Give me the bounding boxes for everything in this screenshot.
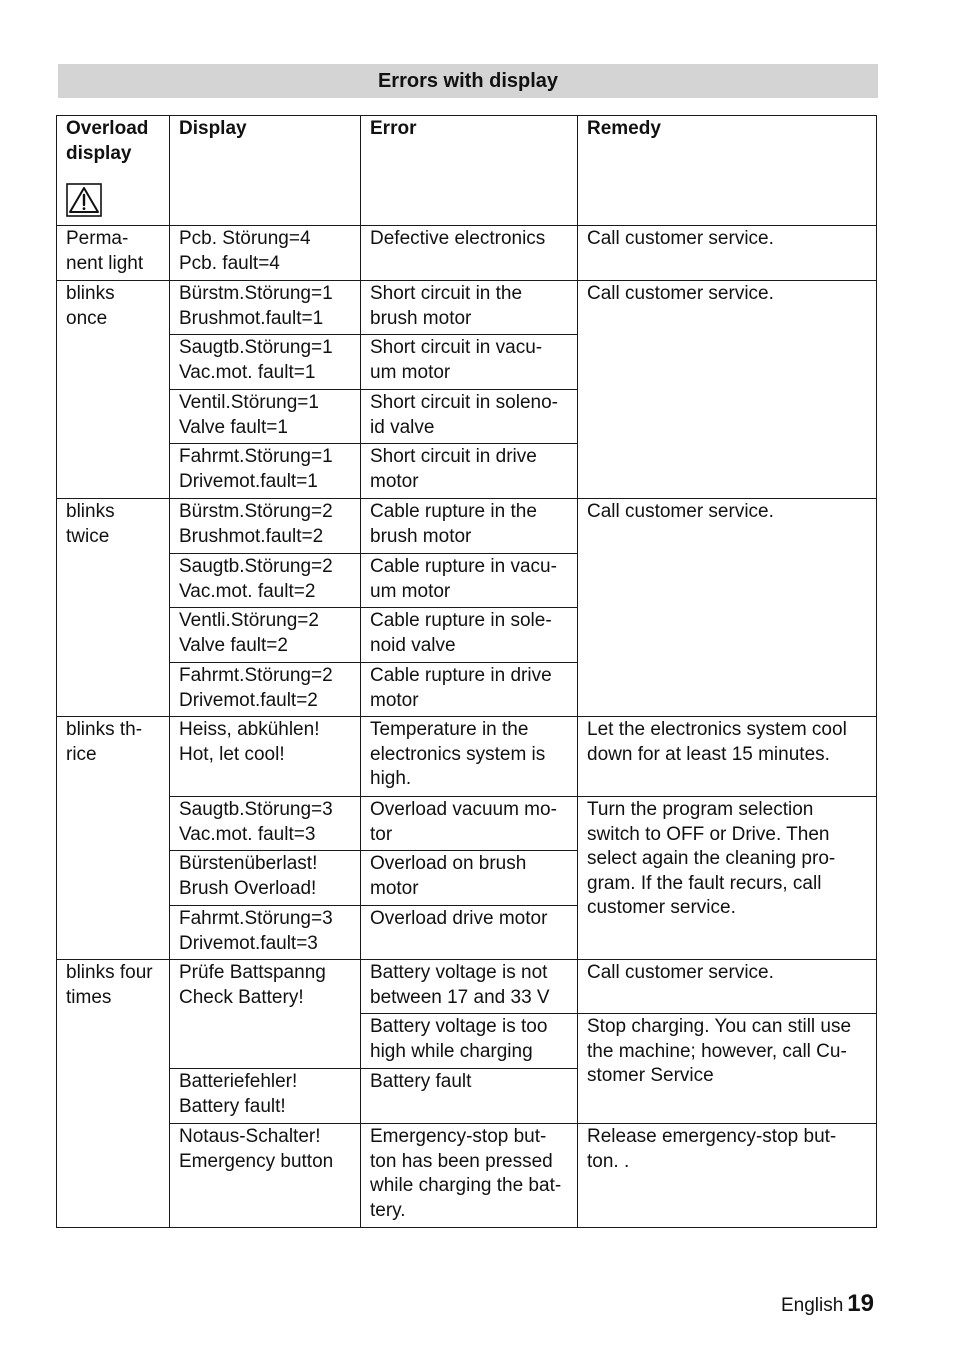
overload-display-cell: [57, 281, 170, 499]
cell-text-line: Brushmot.fault=2: [179, 525, 324, 547]
cell-text-line: Fahrmt.Störung=1: [179, 446, 333, 467]
cell-text-line: switch to OFF or Drive. Then: [587, 823, 830, 845]
cell-text-line: nent light: [66, 252, 144, 274]
display-cell: [170, 226, 361, 281]
cell-text-line: Cable rupture in vacu-: [370, 556, 557, 577]
overload-display-cell: [57, 226, 170, 281]
cell-text-line: Cable rupture in sole-: [370, 610, 552, 631]
cell-text-line: Saugtb.Störung=2: [179, 556, 333, 577]
remedy-cell: [578, 960, 877, 1014]
table-row: [57, 797, 877, 851]
cell-text-line: blinks four: [66, 962, 153, 983]
overload-display-cell: [57, 717, 170, 960]
display-cell: [170, 960, 361, 1069]
error-cell: [361, 663, 578, 717]
cell-text-line: Ventli.Störung=2: [179, 610, 319, 631]
cell-text-line: select again the cleaning pro-: [587, 848, 836, 869]
cell-text-line: high.: [370, 768, 412, 789]
table-row: [57, 499, 877, 554]
cell-text-line: Overload vacuum mo-: [370, 799, 557, 820]
error-cell: [361, 797, 578, 851]
cell-text-line: motor: [370, 470, 419, 492]
cell-text-line: high while charging: [370, 1040, 533, 1062]
error-cell: [361, 226, 578, 281]
error-cell: [361, 717, 578, 797]
section-title: Errors with display: [377, 69, 559, 92]
overload-display-cell: [57, 499, 170, 717]
cell-text-line: twice: [66, 525, 110, 547]
cell-text-line: gram. If the fault recurs, call: [587, 872, 822, 894]
cell-text-line: Saugtb.Störung=3: [179, 799, 333, 820]
overload-display-cell: [57, 960, 170, 1228]
cell-text-line: Short circuit in vacu-: [370, 337, 543, 358]
remedy-cell: [578, 717, 877, 797]
error-cell: [361, 335, 578, 390]
display-cell: [170, 335, 361, 390]
cell-text-line: between 17 and 33 V: [370, 986, 550, 1008]
table-row: [57, 1124, 877, 1228]
cell-text-line: motor: [370, 689, 419, 711]
cell-text-line: Vac.mot. fault=1: [179, 361, 316, 383]
cell-text-line: blinks th-: [66, 719, 143, 740]
cell-text-line: tor: [370, 823, 393, 845]
cell-text-line: while charging the bat-: [370, 1175, 562, 1196]
cell-text-line: Defective electronics: [370, 228, 546, 249]
cell-text-line: Cable rupture in the: [370, 501, 537, 522]
cell-text-line: Call customer service.: [587, 228, 774, 249]
cell-text-line: stomer Service: [587, 1065, 714, 1086]
display-cell: [170, 717, 361, 797]
cell-text-line: Drivemot.fault=3: [179, 932, 318, 954]
errors-table: [56, 115, 877, 1228]
display-cell: [170, 663, 361, 717]
remedy-cell: [578, 281, 877, 499]
page-number: 19: [847, 1290, 874, 1317]
error-cell: [361, 390, 578, 444]
cell-text-line: Brushmot.fault=1: [179, 307, 324, 329]
remedy-cell: [578, 499, 877, 717]
cell-text-line: Drivemot.fault=1: [179, 470, 318, 492]
error-cell: [361, 960, 578, 1014]
error-cell: [361, 281, 578, 335]
cell-text-line: customer service.: [587, 897, 736, 918]
cell-text-line: motor: [370, 877, 419, 899]
cell-text-line: electronics system is: [370, 743, 546, 765]
page-footer: [781, 1290, 874, 1318]
cell-text-line: brush motor: [370, 307, 472, 329]
error-cell: [361, 499, 578, 554]
cell-text-line: Bürstm.Störung=1: [179, 283, 333, 304]
cell-text-line: Fahrmt.Störung=2: [179, 665, 333, 686]
header-error: Error: [361, 116, 578, 226]
remedy-cell: [578, 1124, 877, 1228]
remedy-cell: [578, 797, 877, 960]
display-cell: [170, 499, 361, 554]
cell-text-line: Fahrmt.Störung=3: [179, 908, 333, 929]
cell-text-line: rice: [66, 743, 97, 765]
cell-text-line: Valve fault=2: [179, 634, 288, 656]
cell-text-line: ton has been pressed: [370, 1150, 553, 1172]
cell-text-line: Short circuit in soleno-: [370, 392, 558, 413]
error-cell: [361, 444, 578, 499]
error-cell: [361, 608, 578, 663]
cell-text-line: Brush Overload!: [179, 877, 317, 899]
footer-language: English: [780, 1295, 844, 1316]
cell-text-line: Heiss, abkühlen!: [179, 719, 320, 740]
cell-text-line: Perma-: [66, 228, 129, 249]
display-cell: [170, 390, 361, 444]
cell-text-line: Bürstenüberlast!: [179, 853, 318, 874]
display-cell: [170, 1069, 361, 1124]
cell-text-line: um motor: [370, 580, 451, 602]
error-cell: [361, 906, 578, 960]
cell-text-line: Short circuit in drive: [370, 446, 537, 467]
cell-text-line: Overload on brush: [370, 853, 527, 874]
cell-text-line: once: [66, 307, 108, 329]
cell-text-line: Ventil.Störung=1: [179, 392, 319, 413]
cell-text-line: Call customer service.: [587, 283, 774, 304]
cell-text-line: Battery fault: [370, 1071, 472, 1092]
error-cell: [361, 554, 578, 608]
cell-text-line: um motor: [370, 361, 451, 383]
error-cell: [361, 1124, 578, 1228]
display-cell: [170, 797, 361, 851]
cell-text-line: Vac.mot. fault=3: [179, 823, 316, 845]
display-cell: [170, 281, 361, 335]
cell-text-line: Short circuit in the: [370, 283, 523, 304]
warning-triangle-icon: [66, 183, 102, 217]
cell-text-line: Notaus-Schalter!: [179, 1126, 321, 1147]
cell-text-line: Emergency button: [179, 1150, 334, 1172]
table-row: [57, 226, 877, 281]
cell-text-line: Pcb. Störung=4: [179, 228, 311, 249]
cell-text-line: Batteriefehler!: [179, 1071, 298, 1092]
cell-text-line: blinks: [66, 283, 115, 304]
cell-text-line: ton. .: [587, 1150, 630, 1172]
cell-text-line: the machine; however, call Cu-: [587, 1040, 847, 1062]
cell-text-line: Overload drive motor: [370, 908, 548, 929]
cell-text-line: Battery voltage is too: [370, 1016, 548, 1037]
header-row: [57, 116, 877, 226]
cell-text-line: Battery fault!: [179, 1095, 286, 1117]
cell-text-line: Drivemot.fault=2: [179, 689, 318, 711]
cell-text-line: id valve: [370, 416, 435, 438]
display-cell: [170, 851, 361, 906]
cell-text-line: Battery voltage is not: [370, 962, 548, 983]
cell-text-line: Bürstm.Störung=2: [179, 501, 333, 522]
cell-text-line: Valve fault=1: [179, 416, 288, 438]
error-cell: [361, 851, 578, 906]
section-title-bar: [58, 64, 878, 98]
remedy-cell: [578, 1014, 877, 1124]
cell-text-line: Call customer service.: [587, 501, 774, 522]
cell-text-line: Stop charging. You can still use: [587, 1016, 852, 1037]
cell-text-line: Turn the program selection: [587, 799, 814, 820]
display-cell: [170, 1124, 361, 1228]
display-cell: [170, 906, 361, 960]
table-row: [57, 960, 877, 1014]
cell-text-line: down for at least 15 minutes.: [587, 743, 830, 765]
cell-text-line: tery.: [370, 1199, 406, 1221]
cell-text-line: Call customer service.: [587, 962, 774, 983]
cell-text-line: times: [66, 986, 112, 1008]
cell-text-line: Check Battery!: [179, 986, 304, 1008]
error-cell: [361, 1069, 578, 1124]
error-cell: [361, 1014, 578, 1069]
display-cell: [170, 444, 361, 499]
remedy-cell: [578, 226, 877, 281]
cell-text-line: Let the electronics system cool: [587, 719, 847, 740]
cell-text-line: Vac.mot. fault=2: [179, 580, 316, 602]
display-cell: [170, 608, 361, 663]
table-row: [57, 717, 877, 797]
header-overload-display: Overload display: [57, 116, 170, 226]
cell-text-line: Hot, let cool!: [179, 743, 285, 765]
header-display: Display: [170, 116, 361, 226]
cell-text-line: Prüfe Battspanng: [179, 962, 326, 983]
display-cell: [170, 554, 361, 608]
header-remedy: Remedy: [578, 116, 877, 226]
cell-text-line: Release emergency-stop but-: [587, 1126, 837, 1147]
table-row: [57, 281, 877, 335]
cell-text-line: Emergency-stop but-: [370, 1126, 547, 1147]
cell-text-line: Saugtb.Störung=1: [179, 337, 333, 358]
cell-text-line: blinks: [66, 501, 115, 522]
cell-text-line: brush motor: [370, 525, 472, 547]
cell-text-line: noid valve: [370, 634, 456, 656]
cell-text-line: Cable rupture in drive: [370, 665, 552, 686]
cell-text-line: Temperature in the: [370, 719, 529, 740]
cell-text-line: Pcb. fault=4: [179, 252, 280, 274]
